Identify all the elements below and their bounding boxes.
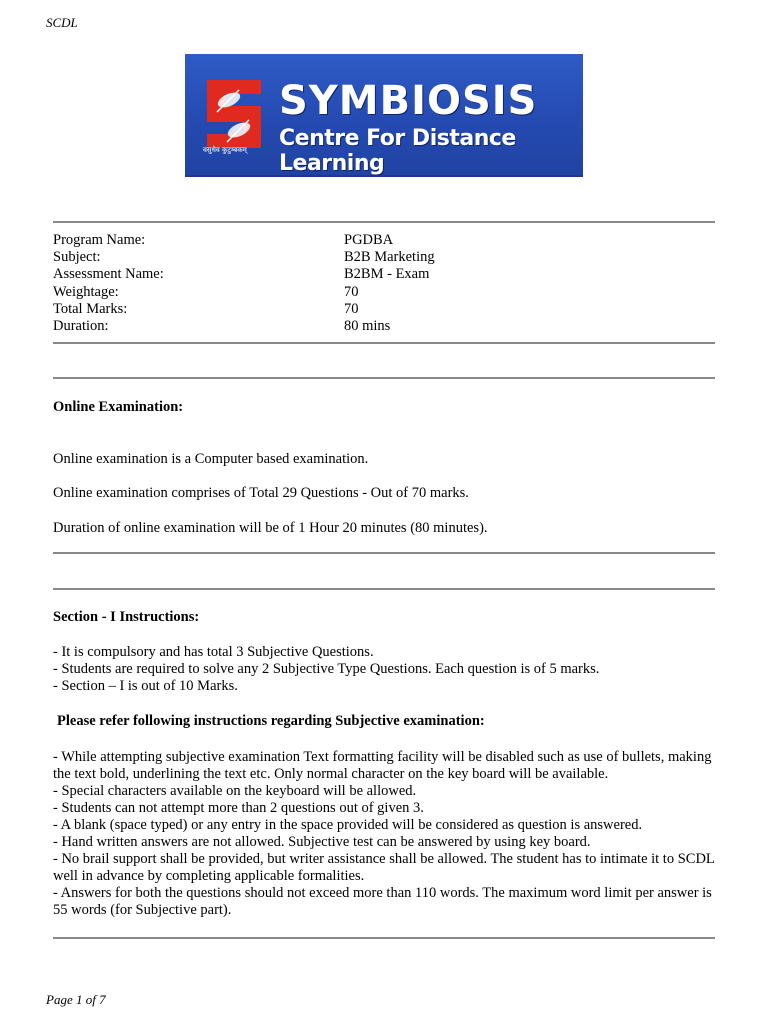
detail-value: PGDBA <box>344 232 394 248</box>
online-exam-paragraph: Duration of online examination will be of 1 Hour 20 minutes (80 minutes). <box>53 520 488 536</box>
online-exam-heading: Online Examination: <box>53 399 184 415</box>
divider <box>53 937 715 939</box>
page-header: SCDL <box>46 15 78 30</box>
detail-row <box>53 232 715 249</box>
detail-value: 70 <box>344 283 359 300</box>
exam-details <box>53 232 715 335</box>
divider <box>53 377 715 379</box>
detail-label: Program Name: <box>53 232 146 248</box>
detail-value: B2BM - Exam <box>344 266 430 283</box>
detail-value: B2B Marketing <box>344 249 435 266</box>
divider <box>53 552 715 554</box>
page-footer: Page 1 of 7 <box>46 992 106 1007</box>
detail-label: Duration: <box>53 318 109 335</box>
list-item: - Students are required to solve any 2 Subjective Type Questions. Each question is of 5 marks. <box>53 661 600 677</box>
logo-subtitle: Centre For Distance Learning <box>279 126 516 176</box>
detail-label: Weightage: <box>53 283 119 300</box>
logo-tagline: वसुधैव कुटुम्बकम् <box>203 146 247 154</box>
divider <box>53 588 715 590</box>
divider <box>53 221 715 223</box>
detail-row <box>53 318 715 335</box>
online-exam-paragraph: Online examination comprises of Total 29 Questions - Out of 70 marks. <box>53 485 469 501</box>
detail-value: 80 mins <box>344 318 391 335</box>
online-exam-paragraph: Online examination is a Computer based examination. <box>53 451 369 467</box>
detail-row <box>53 266 715 283</box>
detail-value: 70 <box>344 300 359 317</box>
section-list <box>53 644 723 695</box>
list-item: - Hand written answers are not allowed. Subjective test can be answered by using key board. <box>53 834 591 850</box>
list-item: - A blank (space typed) or any entry in the space provided will be considered as question is answered. <box>53 817 643 833</box>
detail-row <box>53 284 715 301</box>
list-item: - While attempting subjective examination Text formatting facility will be disabled such as use of bullets, making the text bold, underlining the text etc. Only normal character on the key board will be available. <box>53 749 712 782</box>
list-item: - Special characters available on the keyboard will be allowed. <box>53 783 417 799</box>
subjective-heading: Please refer following instructions regarding Subjective examination: <box>57 713 485 729</box>
section-heading: Section - I Instructions: <box>53 609 200 625</box>
detail-label: Subject: <box>53 249 101 266</box>
list-item: - Answers for both the questions should not exceed more than 110 words. The maximum word limit per answer is 55 words (for Subjective part). <box>53 885 712 918</box>
list-item: - Students can not attempt more than 2 questions out of given 3. <box>53 800 424 816</box>
detail-row <box>53 301 715 318</box>
logo-title: SYMBIOSIS <box>279 78 538 124</box>
detail-label: Assessment Name: <box>53 266 164 283</box>
symbiosis-logo <box>185 54 583 177</box>
detail-label: Total Marks: <box>53 300 128 317</box>
list-item: - It is compulsory and has total 3 Subjective Questions. <box>53 644 374 660</box>
divider <box>53 342 715 344</box>
detail-row <box>53 249 715 266</box>
subjective-list <box>53 749 721 919</box>
list-item: - No brail support shall be provided, but writer assistance shall be allowed. The student has to intimate it to SCDL well in advance by completing applicable formalities. <box>53 851 715 884</box>
list-item: - Section – I is out of 10 Marks. <box>53 678 238 694</box>
